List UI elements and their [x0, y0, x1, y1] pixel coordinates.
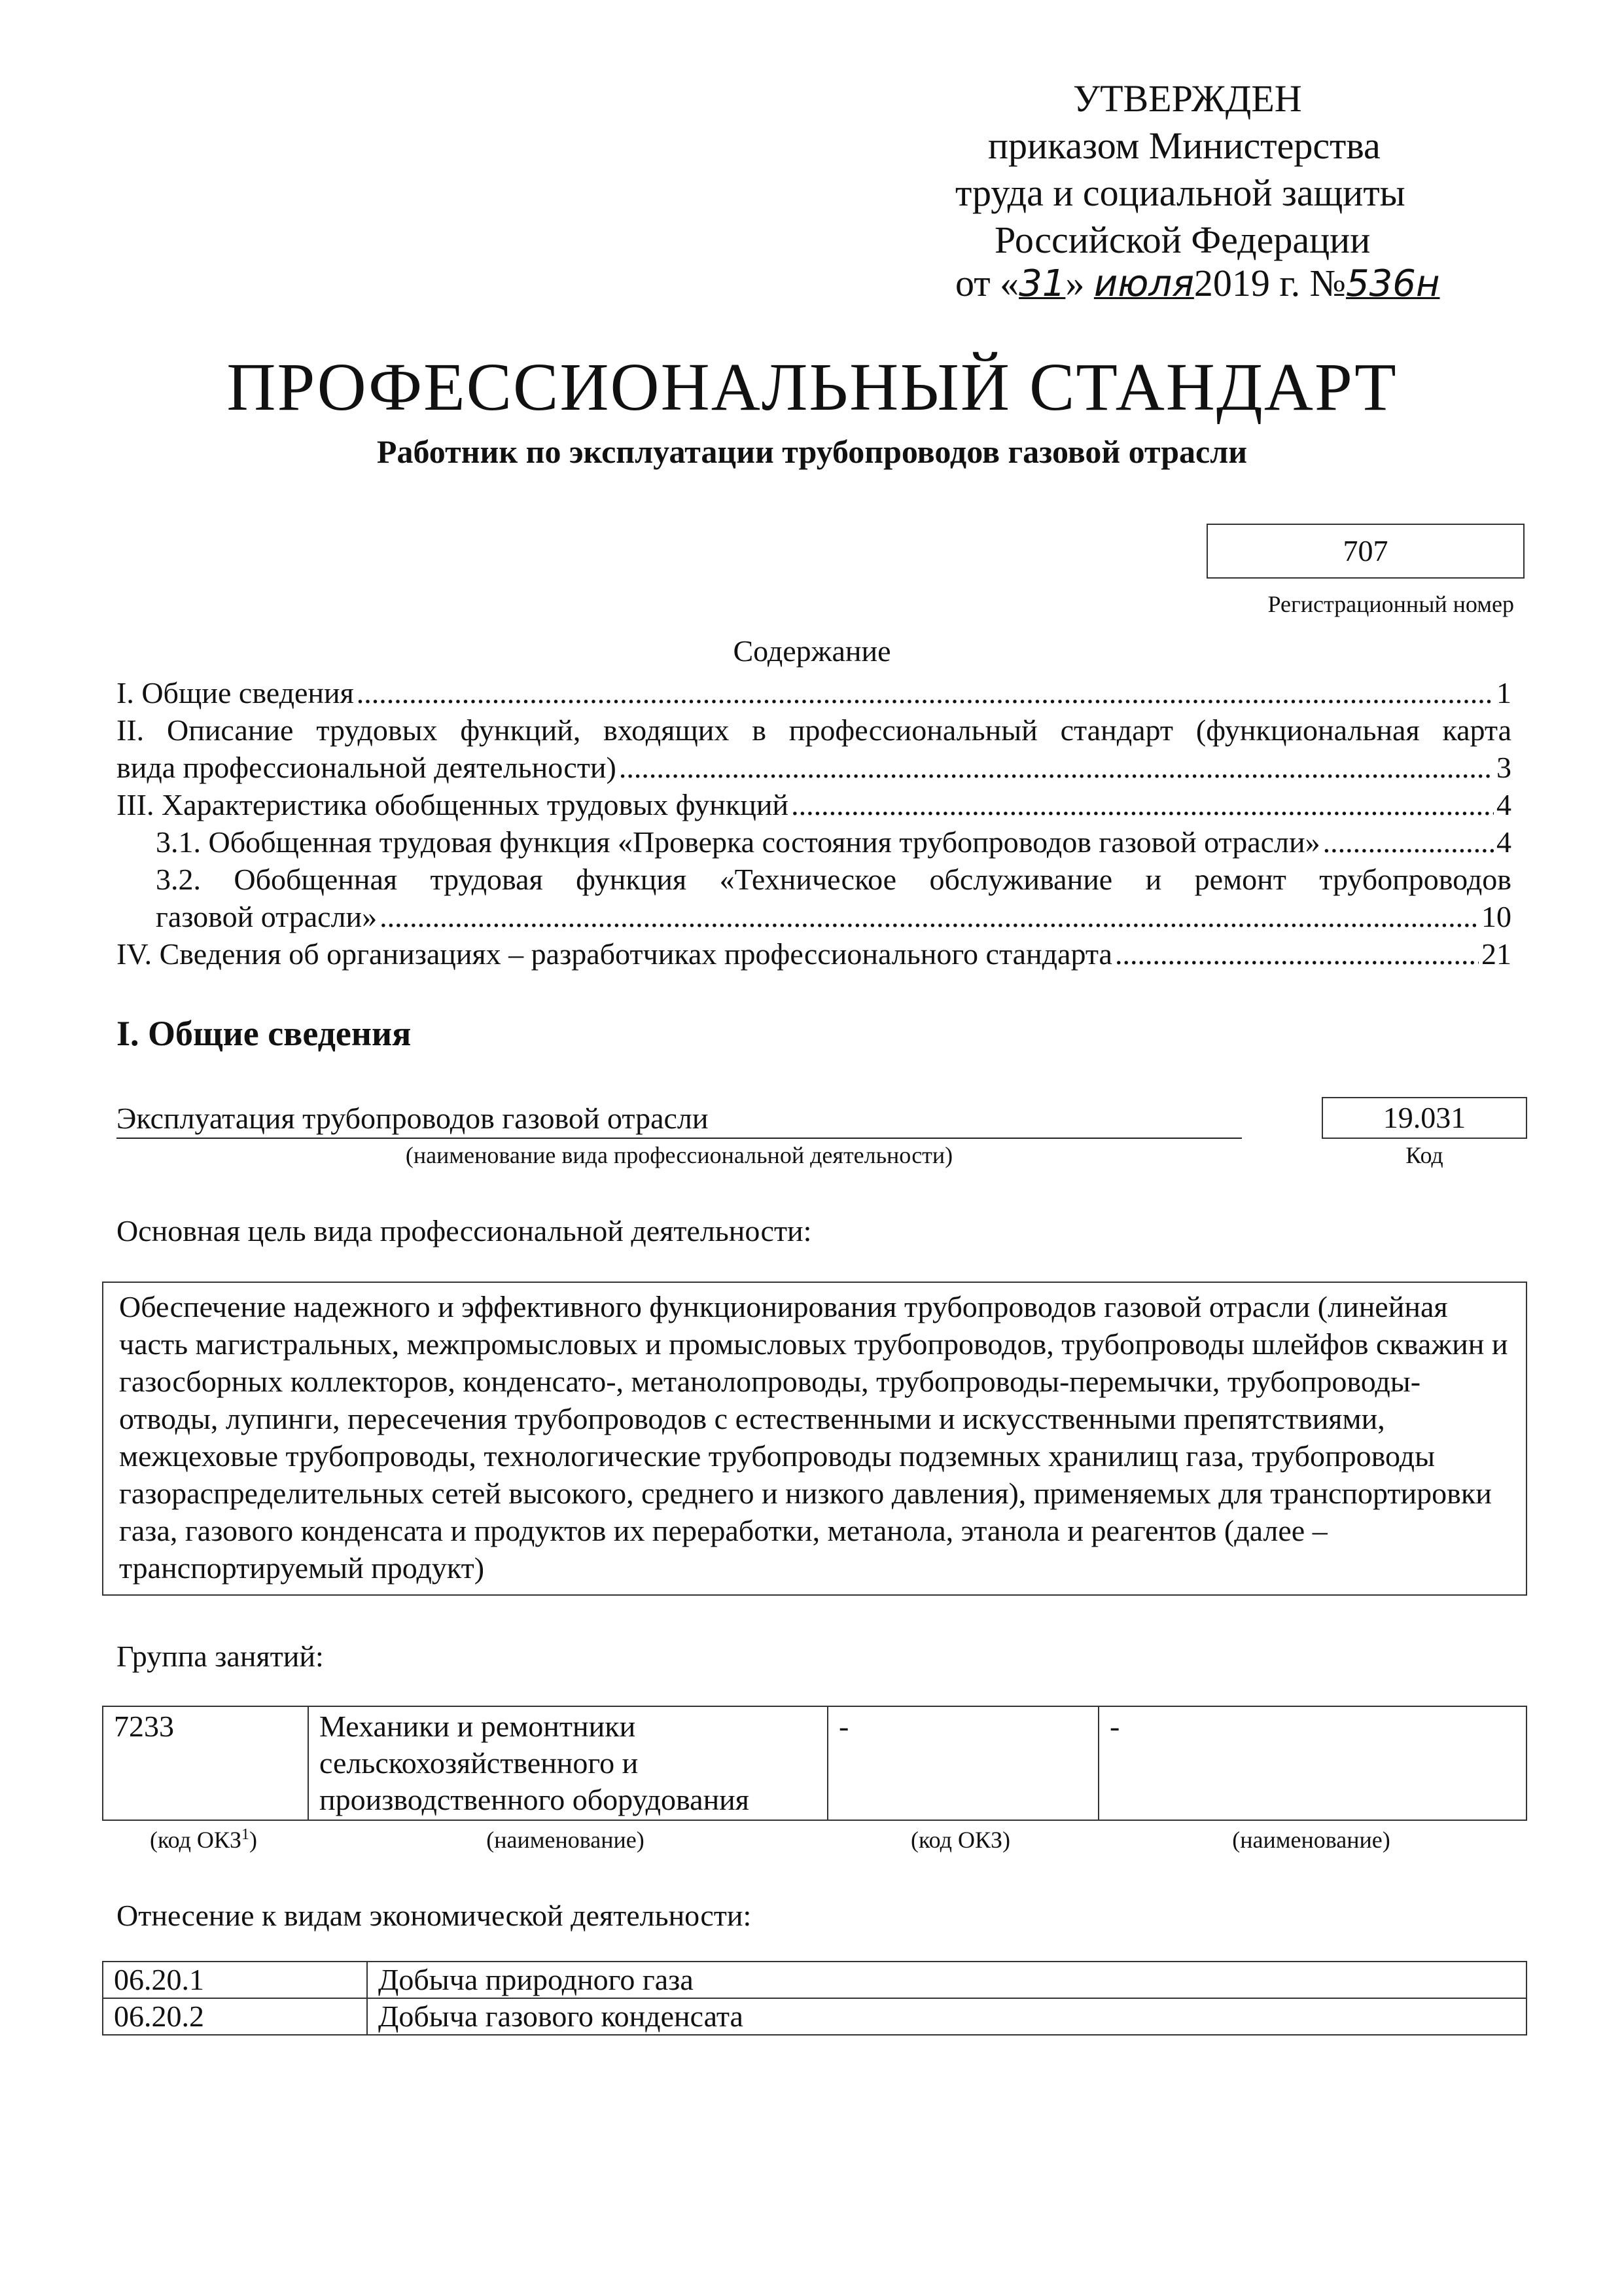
date-month: июля — [1093, 262, 1194, 305]
approval-line-3: труда и социальной защиты — [955, 171, 1405, 214]
activity-code-caption: Код — [1405, 1142, 1443, 1168]
okz-code-caption-2: (код ОКЗ) — [911, 1827, 1010, 1853]
okz-name-1: Механики и ремонтники сельскохозяйственного и производственного оборудования — [308, 1706, 828, 1820]
toc-item-2-line-2: вида профессиональной деятельности) — [116, 751, 616, 784]
okved-code: 06.20.2 — [103, 1998, 367, 2035]
date-day: 31 — [1019, 262, 1066, 305]
toc-item-3-text: III. Характеристика обобщенных трудовых функций — [116, 788, 789, 821]
approval-line-4: Российской Федерации — [995, 219, 1371, 261]
toc-leader — [1323, 823, 1494, 861]
okved-name: Добыча газового конденсата — [367, 1998, 1527, 2035]
approval-stamp — [0, 0, 1624, 314]
toc-item-3-page: 4 — [1496, 788, 1511, 821]
toc-item-2-page: 3 — [1496, 751, 1511, 784]
okz-code-2: - — [828, 1706, 1099, 1820]
goal-text-box: Обеспечение надежного и эффективного функционирования трубопроводов газовой отрасли (линейная часть магистральных, межпромысловых и промысловых трубопроводов, трубопроводы шлейфов скважин и газосборных коллекторов, конденсато-, метанолопроводы, трубопроводы-перемычки, трубопроводы-отводы, лупинги, пересечения трубопроводов с естественными и искусственными препятствиями, межцеховые трубопроводы, технологические трубопроводы подземных хранилищ газа, трубопроводы газораспределительных сетей высокого, среднего и низкого давления), применяемых для транспортировки газа, газового конденсата и продуктов их переработки, метанола, этанола и реагентов (далее – транспортируемый продукт) — [102, 1282, 1527, 1596]
date-prefix: от « — [955, 262, 1019, 304]
toc-item-1-text: I. Общие сведения — [116, 676, 354, 709]
date-mid: » — [1065, 262, 1085, 304]
order-number: 536н — [1345, 262, 1440, 305]
toc-item-4[interactable] — [116, 823, 1511, 861]
toc-item-1[interactable] — [116, 674, 1511, 711]
okz-code-1: 7233 — [103, 1706, 308, 1820]
toc-item-6[interactable] — [116, 935, 1511, 973]
toc-item-2-line-1: II. Описание трудовых функций, входящих в профессиональный стандарт (функциональная карта — [116, 713, 1511, 747]
registration-number-box: 707 — [1207, 524, 1525, 579]
toc-leader — [357, 674, 1494, 711]
table-of-contents — [116, 674, 1511, 973]
activity-name: Эксплуатация трубопроводов газовой отрасли — [116, 1100, 1242, 1139]
toc-item-6-text: IV. Сведения об организациях – разработчиках профессионального стандарта — [116, 937, 1112, 971]
econ-label: Отнесение к видам экономической деятельности: — [116, 1899, 752, 1932]
toc-item-5-line-2: газовой отрасли» — [156, 900, 378, 933]
goal-label: Основная цель вида профессиональной деятельности: — [116, 1214, 812, 1247]
table-row — [103, 1706, 1527, 1820]
approval-line-2: приказом Министерства — [988, 124, 1381, 167]
okved-code: 06.20.1 — [103, 1962, 367, 1998]
footnote-marker: 1 — [241, 1826, 249, 1843]
toc-item-6-page: 21 — [1481, 937, 1511, 971]
toc-item-4-text: 3.1. Обобщенная трудовая функция «Проверка состояния трубопроводов газовой отрасли» — [156, 825, 1320, 859]
table-row — [103, 1998, 1527, 2035]
activity-code-box: 19.031 — [1322, 1097, 1527, 1139]
okz-name-caption-2: (наименование) — [1232, 1827, 1390, 1853]
okz-name-2: - — [1099, 1706, 1527, 1820]
approval-title: УТВЕРЖДЕН — [1073, 77, 1302, 120]
section-1-title: I. Общие сведения — [116, 1014, 412, 1053]
toc-item-3[interactable] — [116, 786, 1511, 823]
occupation-group-table — [102, 1706, 1527, 1821]
okz-name-caption-1: (наименование) — [486, 1827, 644, 1853]
toc-item-2[interactable] — [116, 711, 1511, 786]
toc-item-4-page: 4 — [1496, 825, 1511, 859]
toc-leader — [380, 898, 1479, 935]
toc-leader — [1115, 935, 1479, 973]
document-subtitle: Работник по эксплуатации трубопроводов газовой отрасли — [376, 433, 1248, 470]
table-row — [103, 1962, 1527, 1998]
document-title: ПРОФЕССИОНАЛЬНЫЙ СТАНДАРТ — [226, 350, 1398, 425]
toc-item-5[interactable] — [116, 861, 1511, 935]
contents-heading: Содержание — [733, 634, 891, 668]
group-label: Группа занятий: — [116, 1640, 324, 1673]
registration-number-label: Регистрационный номер — [1267, 591, 1514, 617]
date-year: 2019 г. № — [1193, 262, 1346, 304]
toc-item-5-page: 10 — [1481, 900, 1511, 933]
economic-activity-table — [102, 1961, 1527, 2036]
toc-item-1-page: 1 — [1496, 676, 1511, 709]
approval-date-line — [955, 262, 1439, 306]
toc-leader — [791, 786, 1494, 823]
okved-name: Добыча природного газа — [367, 1962, 1527, 1998]
toc-item-5-line-1: 3.2. Обобщенная трудовая функция «Техническое обслуживание и ремонт трубопроводов — [156, 863, 1511, 896]
okz-code-caption-1: (код ОКЗ$^1$) — [150, 1826, 257, 1853]
toc-leader — [619, 749, 1494, 786]
activity-caption: (наименование вида профессиональной деятельности) — [405, 1142, 953, 1168]
